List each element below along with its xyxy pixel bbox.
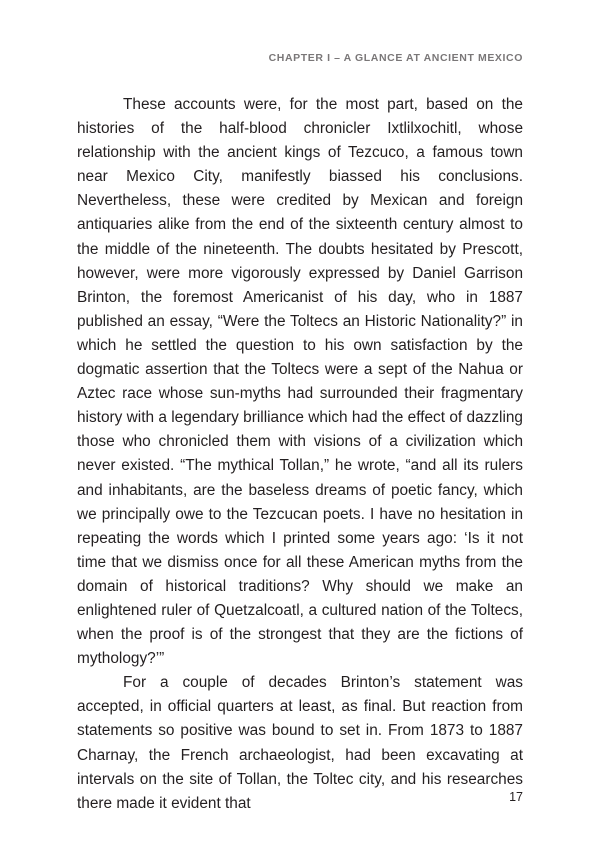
paragraph: These accounts were, for the most part, based on the histories of the half-blood chronicler Ixtlilxochitl, whose relationship with the ancient kings of Tezcuco, a famous town near Mexico City, manifestly biassed his conclusions. Nevertheless, these were credited by Mexican and foreign antiquaries alike from the end of the sixteenth century almost to the middle of the nineteenth. The doubts hesitated by Prescott, however, were more vigorously expressed by Daniel Garrison Brinton, the foremost Americanist of his day, who in 1887 published an essay, “Were the Toltecs an Historic Nationality?” in which he settled the question to his own satisfaction by the dogmatic assertion that the Toltecs were a sept of the Nahua or Aztec race whose sun-myths had surrounded their fragmentary history with a legendary brilliance which had the effect of dazzling those who chronicled them with visions of a civilization which never existed. “The mythical Tollan,” he wrote, “and all its rulers and inhabitants, are the baseless dreams of poetic fancy, which we principally owe to the Tezcucan poets. I have no hesitation in repeating the words which I printed some years ago: ‘Is it not time that we dismiss once for all these American myths from the domain of historical traditions? Why should we make an enlightened ruler of Quetzalcoatl, a cultured nation of the Toltecs, when the proof is of the strongest that they are the fictions of mythology?’”: [77, 96, 523, 668]
paragraph: For a couple of decades Brinton’s statement was accepted, in official quarters at least, as final. But reaction from statements so positive was bound to set in. From 1873 to 1887 Charnay, the French archaeologist, had been excavating at intervals on the site of Tollan, the Toltec city, and his researches there made it evident that: [77, 674, 523, 812]
page-number: 17: [509, 790, 523, 804]
body-text: [77, 93, 523, 816]
running-head: CHAPTER I – A GLANCE AT ANCIENT MEXICO: [268, 52, 523, 64]
